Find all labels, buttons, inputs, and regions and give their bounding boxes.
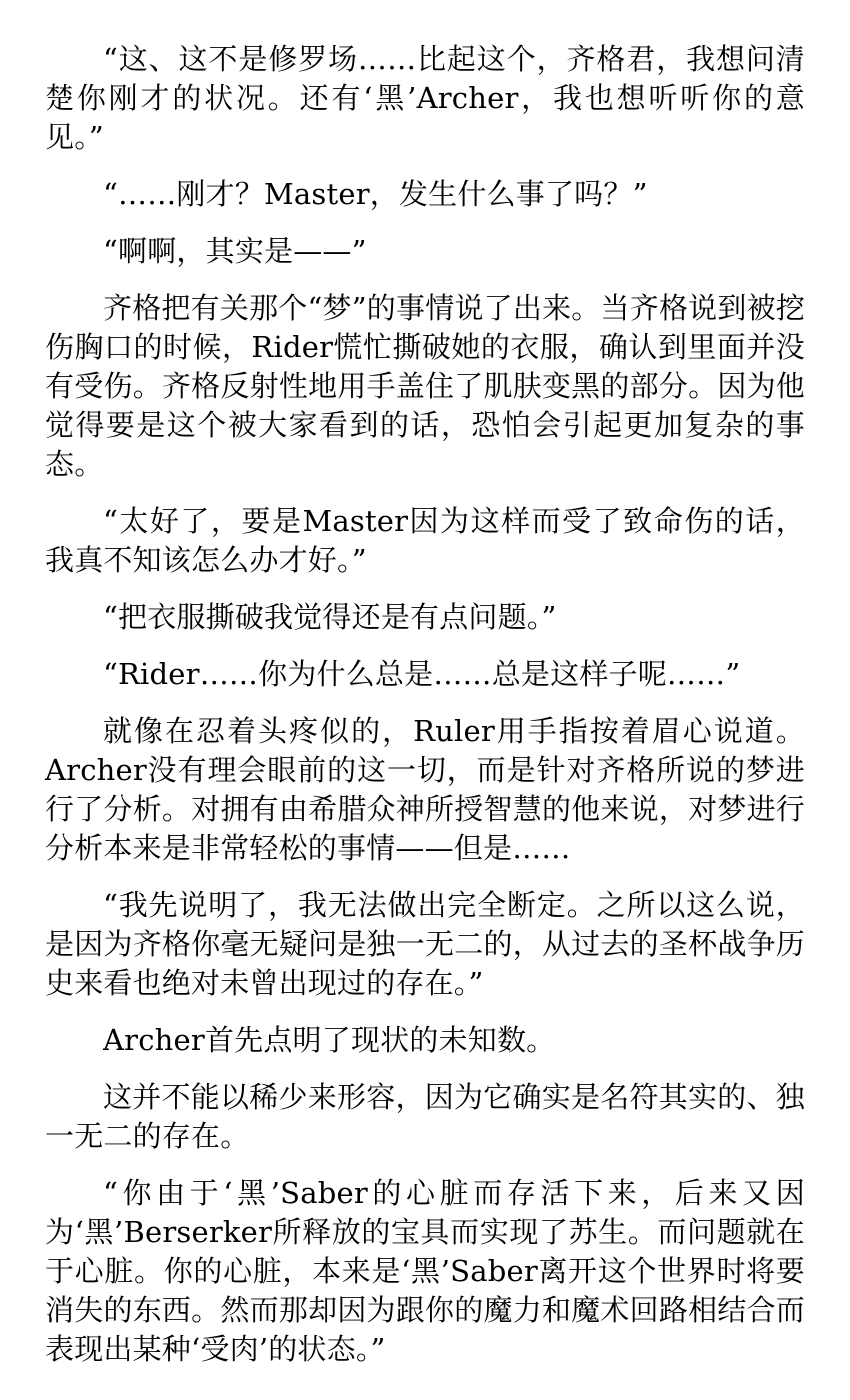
novel-paragraph: “Rider……你为什么总是……总是这样子呢……”	[103, 657, 741, 691]
novel-paragraph: “太好了，要是Master因为这样而受了致命伤的话，我真不知该怎么办才好。”	[45, 504, 805, 577]
novel-paragraph: Archer首先点明了现状的未知数。	[103, 1023, 556, 1057]
novel-paragraph: 就像在忍着头疼似的，Ruler用手指按着眉心说道。Archer没有理会眼前的这一切，而是针对齐格所说的梦进行了分析。对拥有由希腊众神所授智慧的他来说，对梦进行分析本来是非常轻松的事情——但是……	[45, 714, 805, 865]
novel-paragraph: “……刚才？Master，发生什么事了吗？”	[103, 177, 648, 211]
novel-paragraph: “我先说明了，我无法做出完全断定。之所以这么说，是因为齐格你毫无疑问是独一无二的，从过去的圣杯战争历史来看也绝对未曾出现过的存在。”	[45, 888, 805, 1000]
novel-paragraph: 齐格把有关那个“梦”的事情说了出来。当齐格说到被挖伤胸口的时候，Rider慌忙撕破她的衣服，确认到里面并没有受伤。齐格反射性地用手盖住了肌肤变黑的部分。因为他觉得要是这个被大家看到的话，恐怕会引起更加复杂的事态。	[45, 291, 805, 481]
novel-paragraph: “把衣服撕破我觉得还是有点问题。”	[103, 600, 557, 634]
novel-paragraph: 这并不能以稀少来形容，因为它确实是名符其实的、独一无二的存在。	[45, 1080, 805, 1153]
novel-paragraph: “这、这不是修罗场……比起这个，齐格君，我想问清楚你刚才的状况。还有‘黑’Archer，我也想听听你的意见。”	[45, 42, 805, 154]
novel-paragraph: “你由于‘黑’Saber的心脏而存活下来，后来又因为‘黑’Berserker所释放的宝具而实现了苏生。而问题就在于心脏。你的心脏，本来是‘黑’Saber离开这个世界时将要消失的东西。然而那却因为跟你的魔力和魔术回路相结合而表现出某种‘受肉’的状态。”	[45, 1176, 805, 1366]
novel-paragraph: “啊啊，其实是——”	[103, 234, 367, 268]
